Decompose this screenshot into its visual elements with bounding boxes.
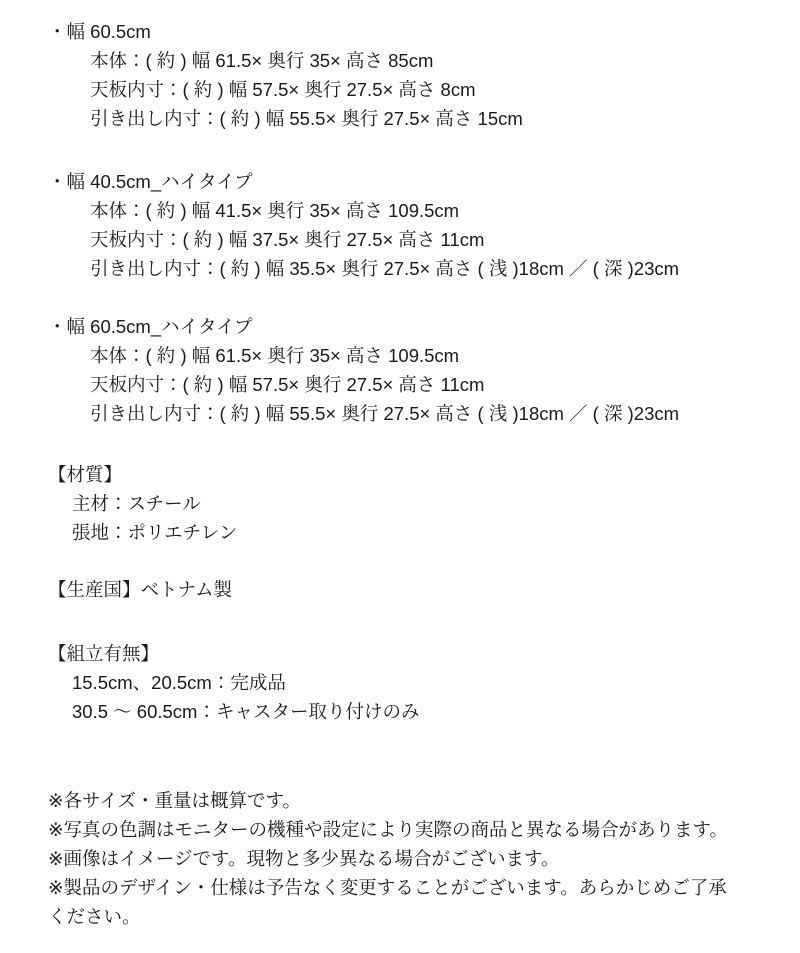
assembly-section	[48, 639, 800, 726]
bullet-marker: ・	[48, 316, 67, 337]
material-section	[48, 460, 800, 547]
notes-section	[48, 786, 800, 931]
material-upholstery-line: 張地：ポリエチレン	[72, 522, 238, 543]
dimension-line-top-panel: 天板内寸：( 約 ) 幅 57.5× 奥行 27.5× 高さ 8cm	[90, 79, 476, 100]
note-line-design-change-wrap: ください。	[48, 906, 141, 927]
note-line-design-change: ※製品のデザイン・仕様は予告なく変更することがございます。あらかじめご了承	[48, 877, 727, 898]
dimension-line-drawer: 引き出し内寸：( 約 ) 幅 35.5× 奥行 27.5× 高さ ( 浅 )18cm ／ ( 深 )23cm	[90, 258, 680, 279]
size-section-label: 幅 40.5cm_ハイタイプ	[66, 171, 253, 192]
size-section-title	[48, 17, 800, 46]
size-section-title	[48, 312, 800, 341]
country-line: 【生産国】ベトナム製	[48, 579, 233, 600]
bullet-marker: ・	[48, 21, 67, 42]
material-main-line: 主材：スチール	[72, 493, 201, 514]
country-section	[48, 575, 800, 604]
dimension-line-body: 本体：( 約 ) 幅 41.5× 奥行 35× 高さ 109.5cm	[90, 200, 460, 221]
dimension-line-drawer: 引き出し内寸：( 約 ) 幅 55.5× 奥行 27.5× 高さ 15cm	[90, 108, 523, 129]
size-section-60-5-high	[48, 312, 800, 428]
material-heading: 【材質】	[48, 464, 123, 485]
dimension-line-body: 本体：( 約 ) 幅 61.5× 奥行 35× 高さ 85cm	[90, 50, 434, 71]
size-section-40-5-high	[48, 167, 800, 283]
dimension-line-body: 本体：( 約 ) 幅 61.5× 奥行 35× 高さ 109.5cm	[90, 345, 460, 366]
size-section-title	[48, 167, 800, 196]
note-line-image-reference: ※画像はイメージです。現物と多少異なる場合がございます。	[48, 848, 560, 869]
size-section-label: 幅 60.5cm_ハイタイプ	[66, 316, 253, 337]
note-line-monitor-color: ※写真の色調はモニターの機種や設定により実際の商品と異なる場合があります。	[48, 819, 729, 840]
bullet-marker: ・	[48, 171, 67, 192]
dimension-line-top-panel: 天板内寸：( 約 ) 幅 37.5× 奥行 27.5× 高さ 11cm	[90, 229, 485, 250]
assembly-finished-line: 15.5cm、20.5cm：完成品	[72, 672, 286, 693]
assembly-caster-line: 30.5 ～ 60.5cm：キャスター取り付けのみ	[72, 701, 420, 722]
size-section-60-5	[48, 17, 800, 133]
assembly-heading: 【組立有無】	[48, 643, 160, 664]
dimension-line-drawer: 引き出し内寸：( 約 ) 幅 55.5× 奥行 27.5× 高さ ( 浅 )18cm ／ ( 深 )23cm	[90, 403, 680, 424]
note-line-sizes-approx: ※各サイズ・重量は概算です。	[48, 790, 302, 811]
size-section-label: 幅 60.5cm	[66, 21, 151, 42]
dimension-line-top-panel: 天板内寸：( 約 ) 幅 57.5× 奥行 27.5× 高さ 11cm	[90, 374, 485, 395]
